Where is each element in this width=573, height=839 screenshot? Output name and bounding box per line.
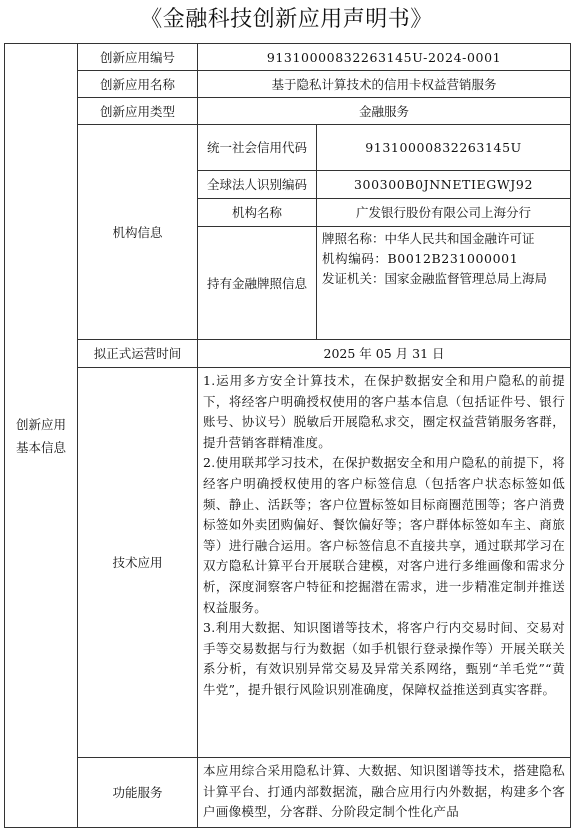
launch-date-value: 2025 年 05 月 31 日: [198, 340, 571, 368]
org-name-label: 机构名称: [198, 199, 317, 227]
row-app-type: [5, 98, 571, 125]
launch-date-label: 拟正式运营时间: [78, 340, 198, 368]
license-label: 持有金融牌照信息: [198, 227, 317, 340]
license-code-line: 机构编码：B0012B231000001: [322, 251, 519, 266]
tech-paragraph-2: 2.使用联邦学习技术，在保护数据安全和用户隐私的前提下，将经客户明确授权使用的客户标签信息（包括客户状态标签如低频、静止、活跃等；客户位置标签如目标商圈范围等；客户消费标签如外卖团购偏好、餐饮偏好等；客户群体标签如车主、商旅等）进行融合运用。客户标签信息不直接共享，通过联邦学习在双方隐私计算平台开展联合建模，对客户进行多维画像和需求分析，深度洞察客户特征和挖掘潜在需求，进一步精准定制并推送权益服务。: [203, 455, 566, 615]
lei-value: 300300B0JNNETIEGWJ92: [317, 171, 571, 199]
row-func: [5, 758, 571, 828]
func-label: 功能服务: [78, 758, 198, 828]
app-id-label: 创新应用编号: [78, 44, 198, 71]
func-content: [198, 758, 571, 828]
license-info: [317, 227, 571, 340]
tech-paragraph-1: 1.运用多方安全计算技术，在保护数据安全和用户隐私的前提下，将经客户明确授权使用的客户基本信息（包括证件号、银行账号、协议号）脱敏后开展隐私求交，圈定权益营销服务客群，提升营销客群精准度。: [203, 373, 566, 450]
org-info-label: 机构信息: [78, 125, 198, 340]
tech-label: 技术应用: [78, 368, 198, 758]
app-type-label: 创新应用类型: [78, 98, 198, 125]
document-title: 《金融科技创新应用声明书》: [140, 7, 433, 32]
lei-label: 全球法人识别编码: [198, 171, 317, 199]
section-label: 创新应用 基本信息: [5, 44, 78, 828]
credit-code-label: 统一社会信用代码: [198, 125, 317, 171]
license-name-line: 牌照名称：中华人民共和国金融许可证: [322, 231, 535, 246]
org-name-value: 广发银行股份有限公司上海分行: [317, 199, 571, 227]
license-issuer-line: 发证机关：国家金融监督管理总局上海局: [322, 271, 548, 286]
tech-content: [198, 368, 571, 758]
row-app-name: [5, 71, 571, 98]
row-credit-code: [5, 125, 571, 171]
declaration-table: [4, 43, 571, 828]
app-type-value: 金融服务: [198, 98, 571, 125]
tech-paragraph-3: 3.利用大数据、知识图谱等技术，将客户行内交易时间、交易对手等交易数据与行为数据（如手机银行登录操作等）开展关联关系分析，有效识别异常交易及异常关系网络，甄别“羊毛党”“黄牛党”，提升银行风险识别准确度，保障权益推送到真实客群。: [203, 620, 566, 697]
func-text: 本应用综合采用隐私计算、大数据、知识图谱等技术，搭建隐私计算平台、打通内部数据流，融合应用行内外数据，构建多个客户画像模型，分客群、分阶段定制个性化产品: [203, 763, 566, 820]
app-name-value: 基于隐私计算技术的信用卡权益营销服务: [198, 71, 571, 98]
credit-code-value: 91310000832263145U: [317, 125, 571, 171]
app-id-value: 91310000832263145U-2024-0001: [198, 44, 571, 71]
row-tech: [5, 368, 571, 758]
app-name-label: 创新应用名称: [78, 71, 198, 98]
row-launch-date: [5, 340, 571, 368]
row-app-id: [5, 44, 571, 71]
